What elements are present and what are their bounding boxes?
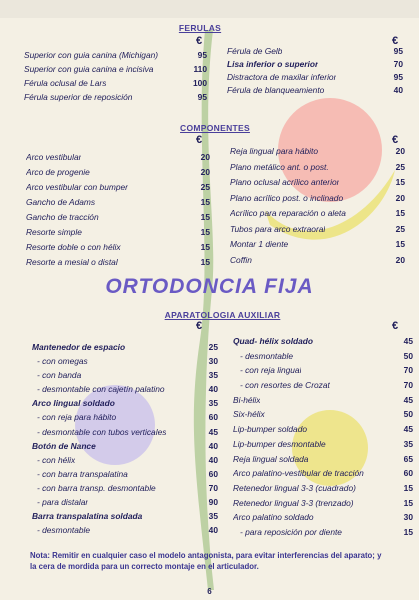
list-item: [26, 257, 210, 272]
item-price: 30: [403, 512, 413, 523]
list-item: [233, 395, 413, 410]
ferulas-title: FERULAS: [178, 23, 222, 33]
item-price: 15: [200, 242, 210, 252]
item-price: 45: [208, 426, 218, 437]
item-label: Gancho de Adams: [26, 197, 96, 207]
item-price: 15: [395, 177, 405, 187]
item-price: 25: [395, 223, 405, 234]
item-label: Distractora de maxilar inferior: [227, 72, 337, 82]
euro-icon: €: [196, 320, 203, 332]
item-label: - para distalar: [37, 497, 89, 508]
list-item: [233, 468, 413, 483]
list-item: [32, 511, 218, 525]
item-price: 60: [208, 468, 218, 479]
fija-right-list: [233, 336, 413, 542]
item-label: Férula oclusal de Lars: [24, 78, 107, 88]
item-label: Coffin: [230, 254, 252, 265]
item-price: 25: [395, 161, 405, 172]
item-price: 20: [395, 254, 405, 265]
list-item: [233, 483, 413, 498]
list-item: [233, 512, 413, 527]
list-item: [24, 78, 207, 92]
item-label: Botón de Nance: [32, 440, 96, 451]
item-label: Mantenedor de espacio: [32, 342, 126, 352]
list-item: [230, 255, 405, 271]
item-label: Bi-hélix: [233, 394, 261, 405]
componentes-title: COMPONENTES: [180, 123, 250, 133]
list-item: [233, 365, 413, 380]
list-item: [230, 177, 405, 193]
item-price: 95: [197, 92, 207, 102]
item-label: - con barra transp. desmontable: [37, 482, 156, 493]
item-price: 40: [208, 384, 218, 395]
list-item: [227, 59, 403, 72]
list-item: [233, 439, 413, 454]
list-item: [227, 72, 403, 85]
item-label: Plano oclusal acrílico anterior: [230, 177, 340, 187]
item-price: 35: [403, 438, 413, 449]
item-price: 20: [200, 167, 210, 177]
item-price: 40: [208, 440, 218, 451]
item-label: Arco de progenie: [26, 167, 90, 177]
item-label: Arco lingual soldado: [32, 398, 115, 409]
item-label: - desmontable: [37, 525, 91, 536]
item-price: 20: [395, 146, 405, 156]
list-item: [230, 193, 405, 209]
item-label: Lisa inferior o superior: [227, 59, 319, 69]
ortodoncia-fija-title: ORTODONCIA FIJA: [105, 275, 314, 298]
list-item: [227, 46, 403, 59]
item-price: 25: [208, 342, 218, 352]
list-item: [32, 525, 218, 539]
item-label: Lip-bumper desmontable: [233, 438, 326, 449]
list-item: [233, 424, 413, 439]
item-price: 15: [403, 526, 413, 537]
item-price: 15: [395, 239, 405, 249]
euro-icon: €: [392, 320, 399, 332]
item-price: 35: [208, 370, 218, 381]
list-item: [24, 64, 207, 78]
item-label: - con resortes de Crozat: [240, 380, 330, 391]
list-item: [32, 370, 218, 384]
item-price: 30: [208, 356, 218, 367]
list-item: [233, 380, 413, 395]
euro-icon: €: [392, 134, 399, 146]
item-price: 45: [403, 394, 413, 405]
item-label: Férula de Gelb: [227, 46, 283, 56]
list-item: [230, 162, 405, 178]
item-price: 110: [193, 64, 207, 74]
list-item: [24, 92, 207, 106]
item-label: - desmontable con tubos verticales: [37, 426, 167, 437]
list-item: [230, 146, 405, 162]
list-item: [230, 239, 405, 255]
item-label: - con banda: [37, 370, 82, 381]
list-item: [233, 454, 413, 469]
list-item: [230, 208, 405, 224]
list-item: [26, 167, 210, 182]
item-price: 15: [200, 257, 210, 267]
item-price: 70: [208, 482, 218, 493]
item-price: 35: [208, 511, 218, 522]
item-price: 15: [200, 227, 210, 237]
item-label: - con barra transpalatina: [37, 468, 128, 479]
item-label: Arco palatino soldado: [233, 512, 314, 523]
item-price: 15: [403, 482, 413, 493]
item-price: 45: [403, 336, 413, 346]
list-item: [233, 336, 413, 351]
list-item: [32, 455, 218, 469]
list-item: [26, 212, 210, 227]
item-price: 15: [403, 497, 413, 508]
list-item: [32, 469, 218, 483]
item-price: 40: [208, 454, 218, 465]
item-label: Superior con guia canina (Michigan): [24, 50, 159, 60]
item-label: Lip-bumper soldado: [233, 424, 308, 435]
list-item: [26, 242, 210, 257]
item-label: Retenedor lingual 3-3 (cuadrado): [233, 482, 356, 493]
item-price: 50: [403, 350, 413, 361]
item-label: - desmontable con cajetín palatino: [37, 384, 165, 395]
item-price: 70: [403, 380, 413, 391]
list-item: [233, 409, 413, 424]
componentes-right-list: [230, 146, 405, 270]
item-label: Superior con guia canina e incisiva: [24, 64, 154, 74]
item-price: 65: [403, 453, 413, 464]
item-label: Reja lingual para hábito: [230, 146, 318, 156]
list-item: [26, 197, 210, 212]
ferulas-right-list: [227, 46, 403, 98]
item-label: Plano metálico ant. o post.: [230, 161, 329, 172]
item-price: 95: [393, 46, 403, 56]
item-price: 95: [197, 50, 207, 60]
euro-icon: €: [196, 35, 203, 47]
item-price: 25: [200, 182, 210, 192]
item-label: Arco vestibular con bumper: [26, 182, 128, 192]
item-label: Quad- hélix soldado: [233, 336, 314, 346]
list-item: [233, 351, 413, 366]
item-label: Montar 1 diente: [230, 239, 289, 249]
item-label: Tubos para arco extraoral: [230, 223, 326, 234]
aparatologia-auxiliar-title: APARATOLOGIA AUXILIAR: [164, 310, 281, 320]
list-item: [32, 384, 218, 398]
item-label: - para reposición por diente: [240, 526, 342, 537]
footer-note: Nota: Remitir en cualquier caso el modelo antagonista, para evitar interferencias del aparato; y la cera de mordida para un correcto montaje en el articulador.: [30, 551, 382, 571]
item-price: 20: [200, 152, 210, 162]
item-price: 90: [208, 497, 218, 508]
ferulas-left-list: [24, 50, 207, 106]
list-item: [32, 412, 218, 426]
fija-left-list: [32, 342, 218, 539]
item-label: Arco palatino-vestibular de tracción: [233, 468, 364, 479]
item-label: Acrílico para reparación o aleta: [230, 208, 346, 218]
list-item: [26, 182, 210, 197]
item-label: Resorte a mesial o distal: [26, 257, 118, 267]
euro-icon: €: [196, 134, 203, 146]
item-price: 20: [395, 192, 405, 203]
item-price: 45: [403, 424, 413, 435]
list-item: [26, 152, 210, 167]
list-item: [227, 85, 403, 98]
item-price: 15: [200, 212, 210, 222]
euro-icon: €: [392, 35, 399, 47]
item-label: Férula superior de reposición: [24, 92, 133, 102]
item-price: 100: [193, 78, 207, 88]
list-item: [32, 483, 218, 497]
item-label: Gancho de tracción: [26, 212, 99, 222]
item-label: Barra transpalatina soldada: [32, 511, 143, 522]
item-label: Retenedor lingual 3-3 (trenzado): [233, 497, 354, 508]
page-number: 6: [207, 587, 212, 596]
item-price: 15: [200, 197, 210, 207]
list-item: [32, 497, 218, 511]
list-item: [24, 50, 207, 64]
item-price: 35: [208, 398, 218, 409]
item-price: 95: [393, 72, 403, 82]
list-item: [32, 356, 218, 370]
item-price: 70: [393, 59, 403, 69]
list-item: [32, 398, 218, 412]
list-item: [26, 227, 210, 242]
list-item: [32, 342, 218, 356]
componentes-left-list: [26, 152, 210, 272]
item-price: 70: [403, 365, 413, 376]
item-price: 60: [208, 412, 218, 423]
item-label: Arco vestibular: [26, 152, 82, 162]
item-price: 50: [403, 409, 413, 420]
list-item: [230, 224, 405, 240]
item-label: Resorte simple: [26, 227, 82, 237]
list-item: [233, 498, 413, 513]
item-label: Six-hélix: [233, 409, 265, 420]
item-label: - desmontable: [240, 350, 294, 361]
item-label: - con reja lingual: [240, 365, 302, 376]
item-label: Reja lingual soldada: [233, 453, 309, 464]
item-price: 60: [403, 468, 413, 479]
list-item: [32, 441, 218, 455]
item-price: 40: [393, 85, 403, 95]
item-price: 40: [208, 525, 218, 536]
item-label: - con hélix: [37, 454, 76, 465]
list-item: [32, 427, 218, 441]
item-label: Resorte doble o con hélix: [26, 242, 121, 252]
item-label: - con reja para hábito: [37, 412, 117, 423]
list-item: [233, 527, 413, 542]
item-price: 15: [395, 208, 405, 218]
item-label: Férula de blanqueamiento: [227, 85, 325, 95]
item-label: Plano acrílico post. o inclinado: [230, 192, 344, 203]
item-label: - con omegas: [37, 356, 88, 367]
